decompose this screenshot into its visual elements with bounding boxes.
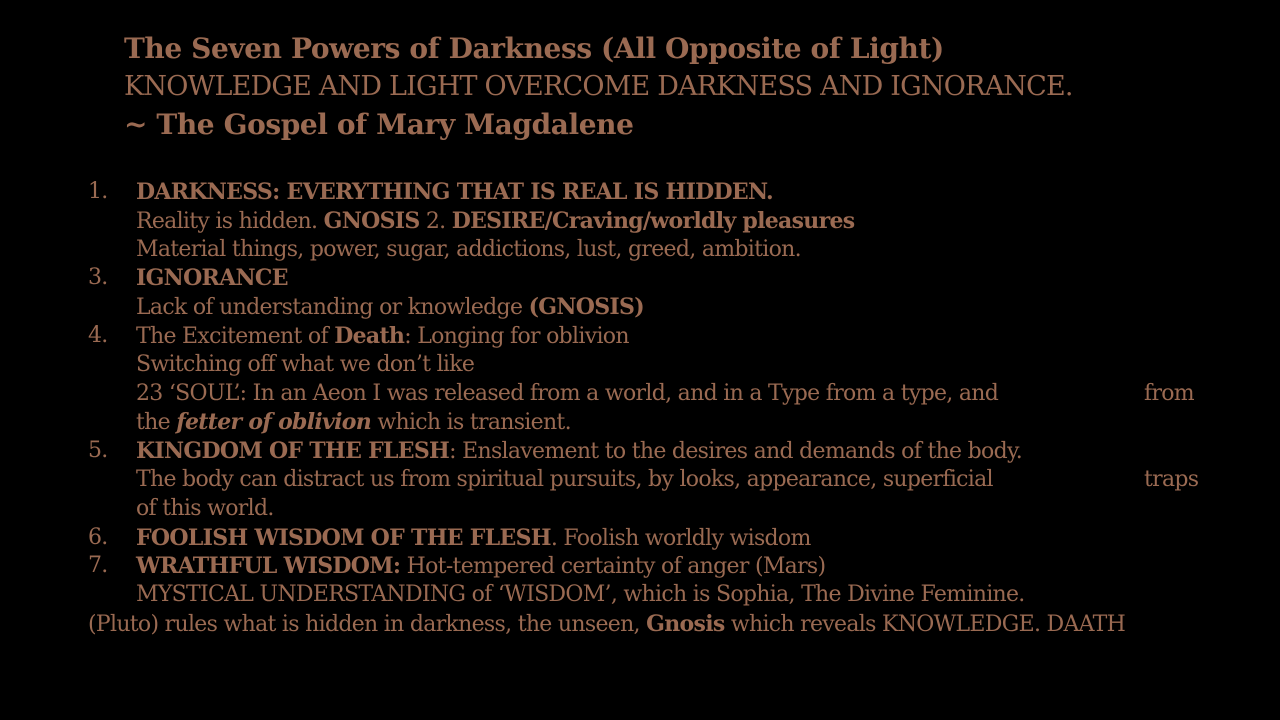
list-item-text	[136, 293, 644, 323]
item-heading: KINGDOM OF THE FLESH	[136, 438, 450, 465]
list-item-4-line-1	[88, 322, 1228, 351]
list-item-text: of this world.	[136, 495, 274, 521]
list-item-4-line-3	[88, 380, 1228, 409]
slide-subtitle: KNOWLEDGE AND LIGHT OVERCOME DARKNESS AND IGNORANCE.	[124, 71, 1073, 102]
gnosis-term: (GNOSIS)	[528, 294, 644, 321]
item-heading: DESIRE/Craving/worldly pleasures	[451, 207, 855, 234]
text-run: . Foolish worldly wisdom	[550, 525, 811, 551]
closing-text	[88, 610, 1125, 640]
list-item-7-line-1	[88, 552, 1228, 581]
list-item-text	[136, 552, 825, 582]
list-item-5-line-1	[88, 437, 1228, 466]
item-heading: IGNORANCE	[136, 265, 288, 292]
list-item-5-line-2	[88, 466, 1228, 495]
gnosis-term: GNOSIS	[323, 207, 420, 234]
list-item-1-line-1	[88, 178, 1228, 207]
list-item-text	[136, 322, 629, 352]
list-number: 1.	[88, 179, 108, 204]
text-run: : Enslavement to the desires and demands of the body.	[449, 439, 1023, 465]
death-term: Death	[334, 322, 405, 349]
item-heading: FOOLISH WISDOM OF THE FLESH	[136, 524, 551, 551]
list-item-5-line-3	[88, 495, 1228, 524]
list-number: 6.	[88, 524, 108, 550]
powers-list	[88, 178, 1228, 639]
title-block	[124, 30, 1244, 144]
fetter-term: fetter of oblivion	[176, 409, 372, 436]
closing-line	[88, 610, 1228, 639]
list-item-text: The body can distract us from spiritual pursuits, by looks, appearance, superficial	[136, 466, 993, 492]
list-item-3-line-1	[88, 264, 1228, 293]
list-item-text	[136, 207, 854, 237]
list-item-text	[136, 408, 571, 438]
justified-word: from	[1144, 380, 1194, 406]
text-run: which reveals KNOWLEDGE. DAATH	[724, 611, 1126, 637]
list-item-1-line-2	[88, 207, 1228, 236]
list-item-3-line-2	[88, 293, 1228, 322]
list-item-4-line-2	[88, 351, 1228, 380]
list-item-text: Material things, power, sugar, addictions, lust, greed, ambition.	[136, 236, 801, 262]
text-run: Reality is hidden.	[136, 208, 324, 234]
list-item-6-line-1	[88, 524, 1228, 553]
list-number: 3.	[88, 265, 108, 291]
text-run: : Longing for oblivion	[404, 323, 629, 349]
justified-word: traps	[1144, 466, 1199, 492]
text-run: which is transient.	[371, 410, 571, 436]
list-number: 7.	[88, 553, 108, 579]
item-heading: WRATHFUL WISDOM:	[136, 553, 401, 580]
text-run: Lack of understanding or knowledge	[136, 295, 529, 321]
text-run: The Excitement of	[136, 323, 335, 349]
list-item-text	[136, 524, 811, 554]
gnosis-term: Gnosis	[646, 610, 725, 637]
list-item-1-line-3	[88, 236, 1228, 265]
list-item-text: 23 ‘SOUL’: In an Aeon I was released from a world, and in a Type from a type, and	[136, 380, 999, 406]
slide-attribution: ~ The Gospel of Mary Magdalene	[124, 108, 634, 141]
list-number: 4.	[88, 322, 108, 348]
list-item-text: MYSTICAL UNDERSTANDING of ‘WISDOM’, which is Sophia, The Divine Feminine.	[136, 582, 1025, 608]
list-item-4-line-4	[88, 408, 1228, 437]
slide-title: The Seven Powers of Darkness (All Opposite of Light)	[124, 32, 944, 65]
text-run: 2.	[419, 208, 452, 234]
text-run: Hot-tempered certainty of anger (Mars)	[400, 554, 826, 580]
list-item-text	[136, 437, 1022, 467]
list-item-7-line-2	[88, 581, 1228, 610]
text-run: (Pluto) rules what is hidden in darkness, the unseen,	[88, 611, 647, 637]
list-item-text	[136, 264, 288, 294]
list-number: 5.	[88, 438, 108, 464]
list-item-text	[136, 178, 773, 208]
list-item-text: Switching off what we don’t like	[136, 351, 475, 377]
item-heading: DARKNESS: EVERYTHING THAT IS REAL IS HIDDEN.	[136, 179, 773, 205]
text-run: the	[136, 410, 177, 436]
